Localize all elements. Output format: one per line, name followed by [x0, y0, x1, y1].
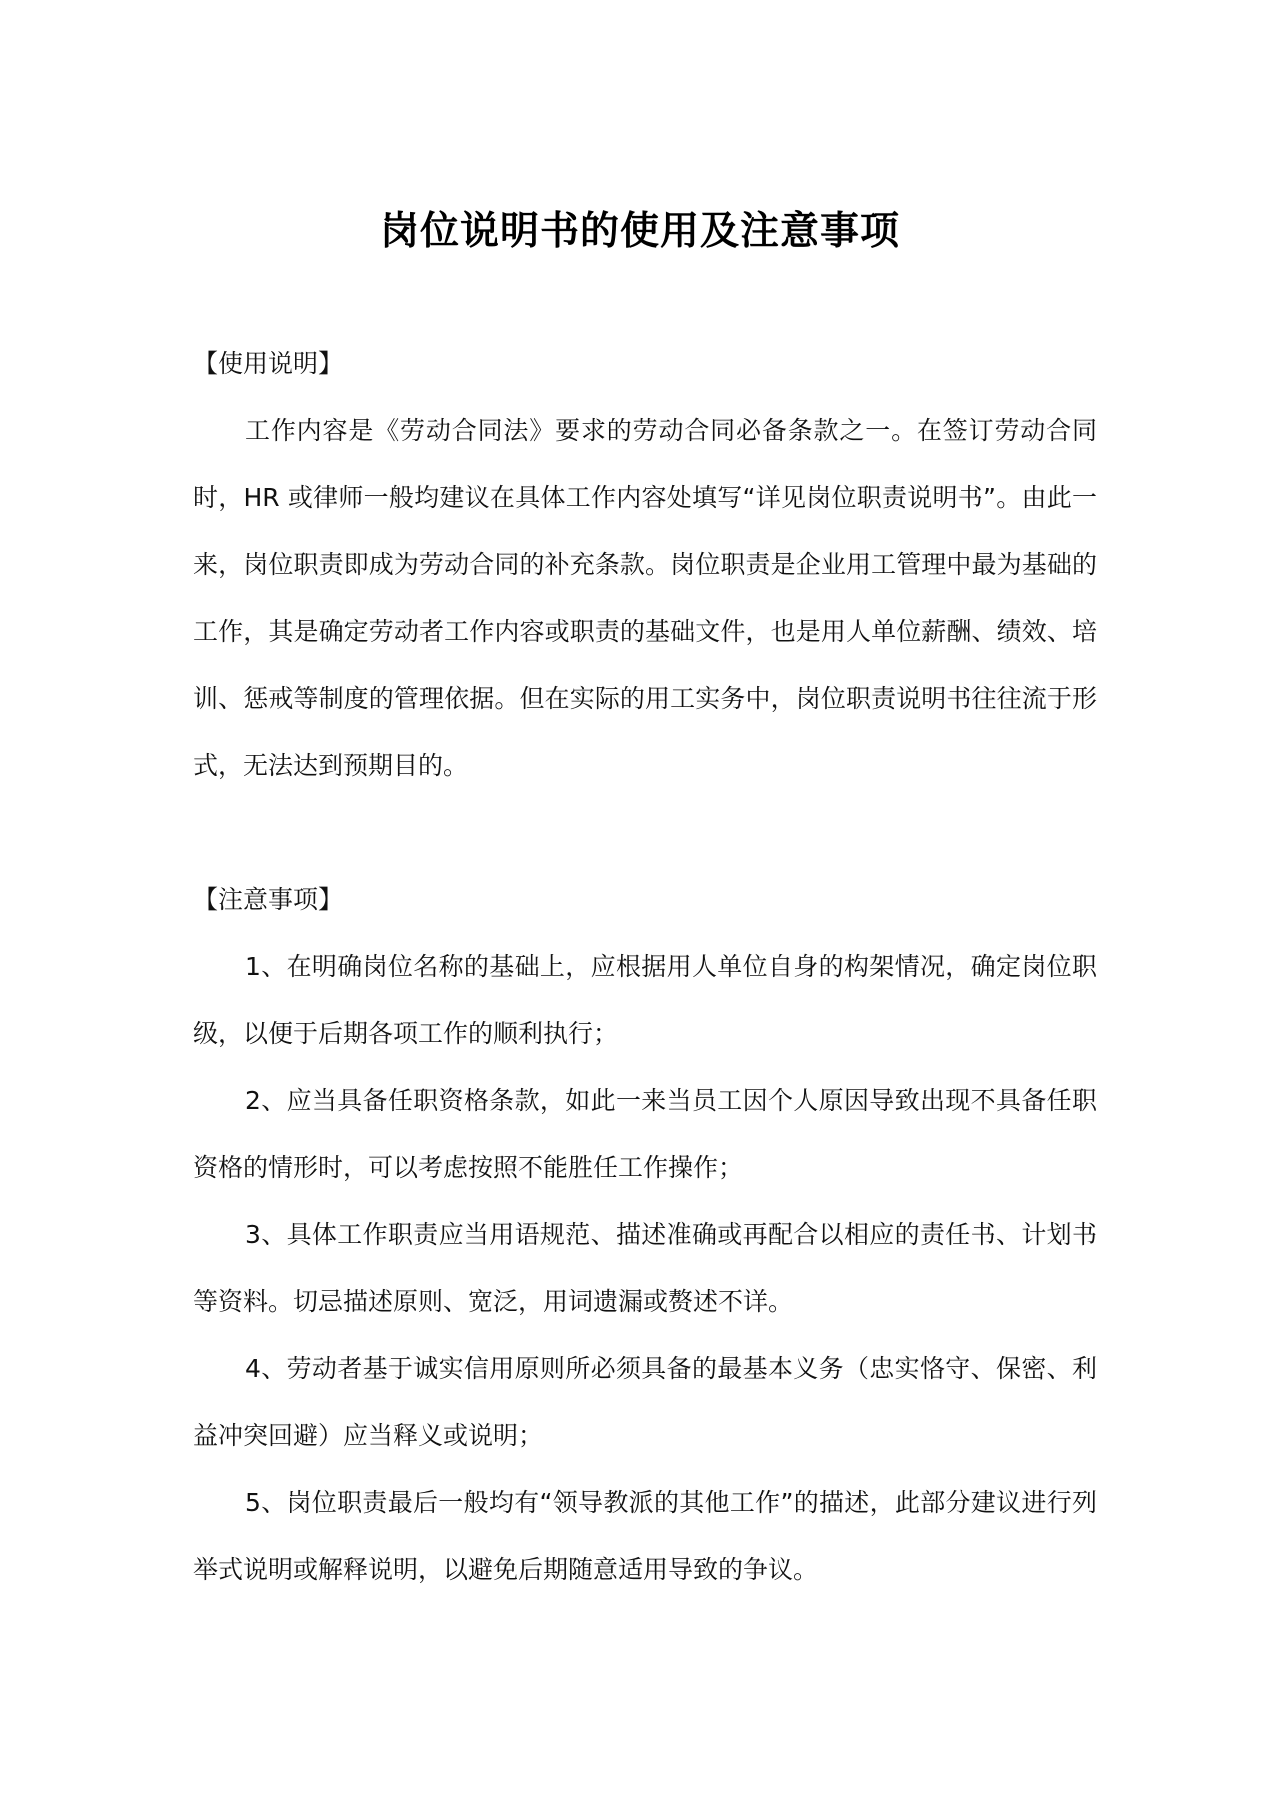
- section-spacer: [193, 799, 1097, 866]
- notes-heading: 【注意事项】: [193, 885, 344, 914]
- document-body: [193, 330, 1097, 1603]
- document-title: 岗位说明书的使用及注意事项: [379, 209, 900, 255]
- note-item-1: 1、在明确岗位名称的基础上，应根据用人单位自身的构架情况，确定岗位职级，以便于后期各项工作的顺利执行；: [193, 952, 1097, 1048]
- note-item-4: 4、劳动者基于诚实信用原则所必须具备的最基本义务（忠实恪守、保密、利益冲突回避）应当释义或说明；: [193, 1354, 1097, 1450]
- usage-paragraph: 工作内容是《劳动合同法》要求的劳动合同必备条款之一。在签订劳动合同时，HR 或律师一般均建议在具体工作内容处填写“详见岗位职责说明书”。由此一来，岗位职责即成为劳动合同的补充条款。岗位职责是企业用工管理中最为基础的工作，其是确定劳动者工作内容或职责的基础文件，也是用人单位薪酬、绩效、培训、惩戒等制度的管理依据。但在实际的用工实务中，岗位职责说明书往往流于形式，无法达到预期目的。: [193, 416, 1097, 780]
- note-item-2: 2、应当具备任职资格条款，如此一来当员工因个人原因导致出现不具备任职资格的情形时，可以考虑按照不能胜任工作操作；: [193, 1086, 1097, 1182]
- note-item-5: 5、岗位职责最后一般均有“领导教派的其他工作”的描述，此部分建议进行列举式说明或解释说明，以避免后期随意适用导致的争议。: [193, 1488, 1097, 1584]
- note-item-3: 3、具体工作职责应当用语规范、描述准确或再配合以相应的责任书、计划书等资料。切忌描述原则、宽泛，用词遗漏或赘述不详。: [193, 1220, 1097, 1316]
- usage-heading: 【使用说明】: [193, 349, 344, 378]
